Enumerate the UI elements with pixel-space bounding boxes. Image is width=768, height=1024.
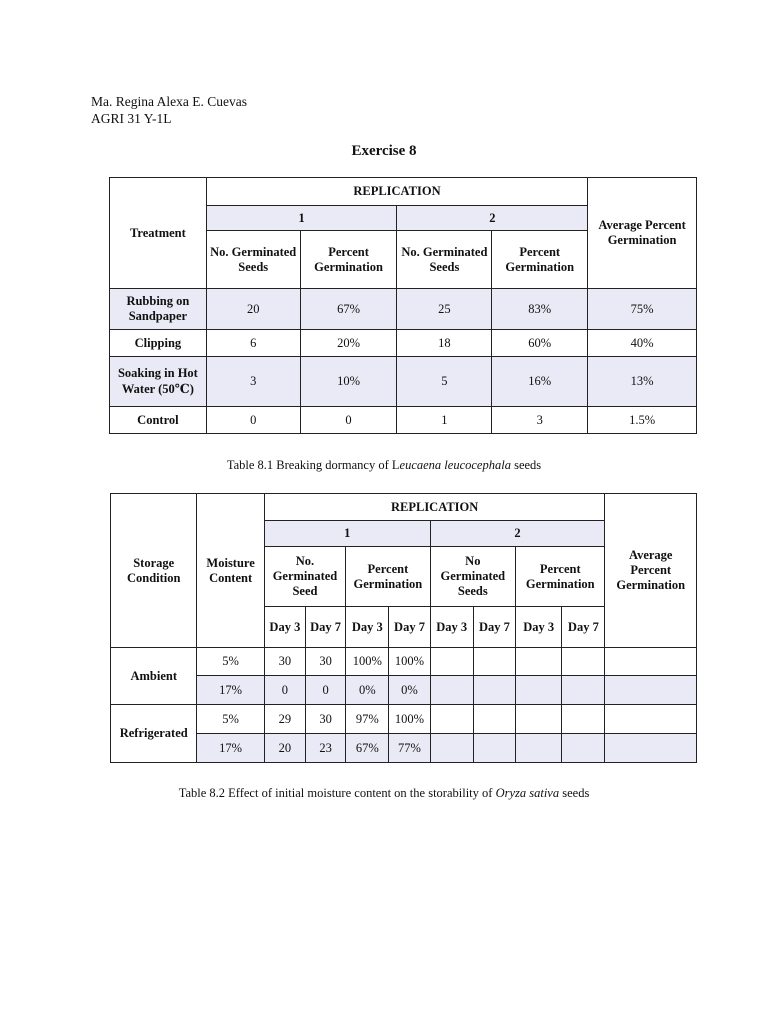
header-day7: Day 7 [473, 607, 515, 648]
treatment-label: Soaking in Hot Water (50℃) [110, 357, 207, 407]
cell-value: 18 [397, 330, 492, 357]
cell-value: 83% [492, 289, 588, 330]
cell-value: 0% [389, 676, 430, 705]
header-rep-1: 1 [206, 206, 397, 231]
cell-empty [605, 648, 697, 676]
cell-empty [516, 705, 562, 734]
cell-value: 100% [346, 648, 389, 676]
cell-value: 0 [264, 676, 305, 705]
table2-caption [0, 786, 768, 801]
author-course: AGRI 31 Y-1L [91, 111, 172, 126]
header-replication: REPLICATION [264, 494, 605, 521]
cell-empty [562, 705, 605, 734]
table-row [110, 357, 697, 407]
cell-value: 25 [397, 289, 492, 330]
table-row [111, 705, 697, 734]
table-row [110, 330, 697, 357]
header-replication: REPLICATION [206, 178, 587, 206]
header-rep-2: 2 [430, 521, 605, 547]
cell-empty [605, 734, 697, 763]
cell-empty [562, 648, 605, 676]
table-storability [110, 493, 697, 763]
cell-empty [473, 734, 515, 763]
header-rep-2: 2 [397, 206, 588, 231]
caption-suffix: seeds [510, 458, 542, 472]
cell-value: 20 [206, 289, 300, 330]
cell-empty [473, 648, 515, 676]
cell-empty [605, 705, 697, 734]
cell-value: 97% [346, 705, 389, 734]
cell-value: 17% [197, 676, 264, 705]
author-name: Ma. Regina Alexa E. Cuevas [91, 94, 247, 109]
cell-empty [516, 676, 562, 705]
header-percent: Percent Germination [492, 231, 588, 289]
cell-value: 5 [397, 357, 492, 407]
cell-value: 5% [197, 705, 264, 734]
cell-value: 60% [492, 330, 588, 357]
caption-prefix: Table 8.1 Breaking dormancy of L [226, 458, 400, 472]
cell-value: 0 [206, 407, 300, 434]
cell-empty [516, 734, 562, 763]
cell-value: 1 [397, 407, 492, 434]
cell-value: 20 [264, 734, 305, 763]
storage-label: Refrigerated [111, 705, 197, 763]
cell-empty [562, 676, 605, 705]
caption-species: Oryza sativa [495, 786, 560, 800]
cell-value: 6 [206, 330, 300, 357]
table-row [111, 734, 697, 763]
cell-value: 29 [264, 705, 305, 734]
table1-caption [0, 458, 768, 473]
header-treatment: Treatment [110, 178, 207, 289]
cell-value: 16% [492, 357, 588, 407]
cell-value: 75% [588, 289, 697, 330]
header-no-germinated: No. Germinated Seed [264, 547, 345, 607]
cell-empty [473, 676, 515, 705]
cell-empty [430, 734, 473, 763]
cell-value: 77% [389, 734, 430, 763]
cell-value: 1.5% [588, 407, 697, 434]
caption-suffix: seeds [559, 786, 590, 800]
header-moisture: Moisture Content [197, 494, 264, 648]
header-percent: Percent Germination [516, 547, 605, 607]
cell-value: 67% [346, 734, 389, 763]
cell-value: 0 [305, 676, 345, 705]
table-row [110, 407, 697, 434]
header-storage: Storage Condition [111, 494, 197, 648]
cell-value: 3 [492, 407, 588, 434]
header-day7: Day 7 [389, 607, 430, 648]
header-percent: Percent Germination [346, 547, 430, 607]
header-day3: Day 3 [516, 607, 562, 648]
header-no-germinated: No. Germinated Seeds [397, 231, 492, 289]
header-rep-1: 1 [264, 521, 430, 547]
table-row [110, 289, 697, 330]
table-breaking-dormancy [109, 177, 697, 434]
cell-value: 0% [346, 676, 389, 705]
cell-value: 40% [588, 330, 697, 357]
cell-empty [430, 705, 473, 734]
header-percent: Percent Germination [300, 231, 397, 289]
header-average: Average Percent Germination [588, 178, 697, 289]
header-average: Average Percent Germination [605, 494, 697, 648]
header-no-germinated: No Germinated Seeds [430, 547, 515, 607]
cell-empty [516, 648, 562, 676]
storage-label: Ambient [111, 648, 197, 705]
treatment-label: Control [110, 407, 207, 434]
cell-value: 67% [300, 289, 397, 330]
cell-value: 30 [264, 648, 305, 676]
cell-value: 20% [300, 330, 397, 357]
cell-value: 13% [588, 357, 697, 407]
cell-empty [473, 705, 515, 734]
header-no-germinated: No. Germinated Seeds [206, 231, 300, 289]
header-day7: Day 7 [562, 607, 605, 648]
cell-value: 100% [389, 648, 430, 676]
cell-empty [430, 676, 473, 705]
cell-empty [605, 676, 697, 705]
cell-empty [430, 648, 473, 676]
cell-value: 100% [389, 705, 430, 734]
cell-value: 30 [305, 705, 345, 734]
header-day7: Day 7 [305, 607, 345, 648]
treatment-label: Rubbing on Sandpaper [110, 289, 207, 330]
header-day3: Day 3 [264, 607, 305, 648]
header-day3: Day 3 [346, 607, 389, 648]
cell-value: 30 [305, 648, 345, 676]
treatment-label: Clipping [110, 330, 207, 357]
exercise-title: Exercise 8 [351, 143, 417, 159]
header-day3: Day 3 [430, 607, 473, 648]
cell-value: 5% [197, 648, 264, 676]
cell-value: 0 [300, 407, 397, 434]
cell-value: 3 [206, 357, 300, 407]
cell-value: 10% [300, 357, 397, 407]
caption-prefix: Table 8.2 Effect of initial moisture content on the storability of [178, 786, 496, 800]
caption-species: eucaena leucocephala [399, 458, 511, 472]
cell-value: 23 [305, 734, 345, 763]
cell-value: 17% [197, 734, 264, 763]
cell-empty [562, 734, 605, 763]
table-row [111, 676, 697, 705]
table-row [111, 648, 697, 676]
author-block [91, 93, 247, 127]
